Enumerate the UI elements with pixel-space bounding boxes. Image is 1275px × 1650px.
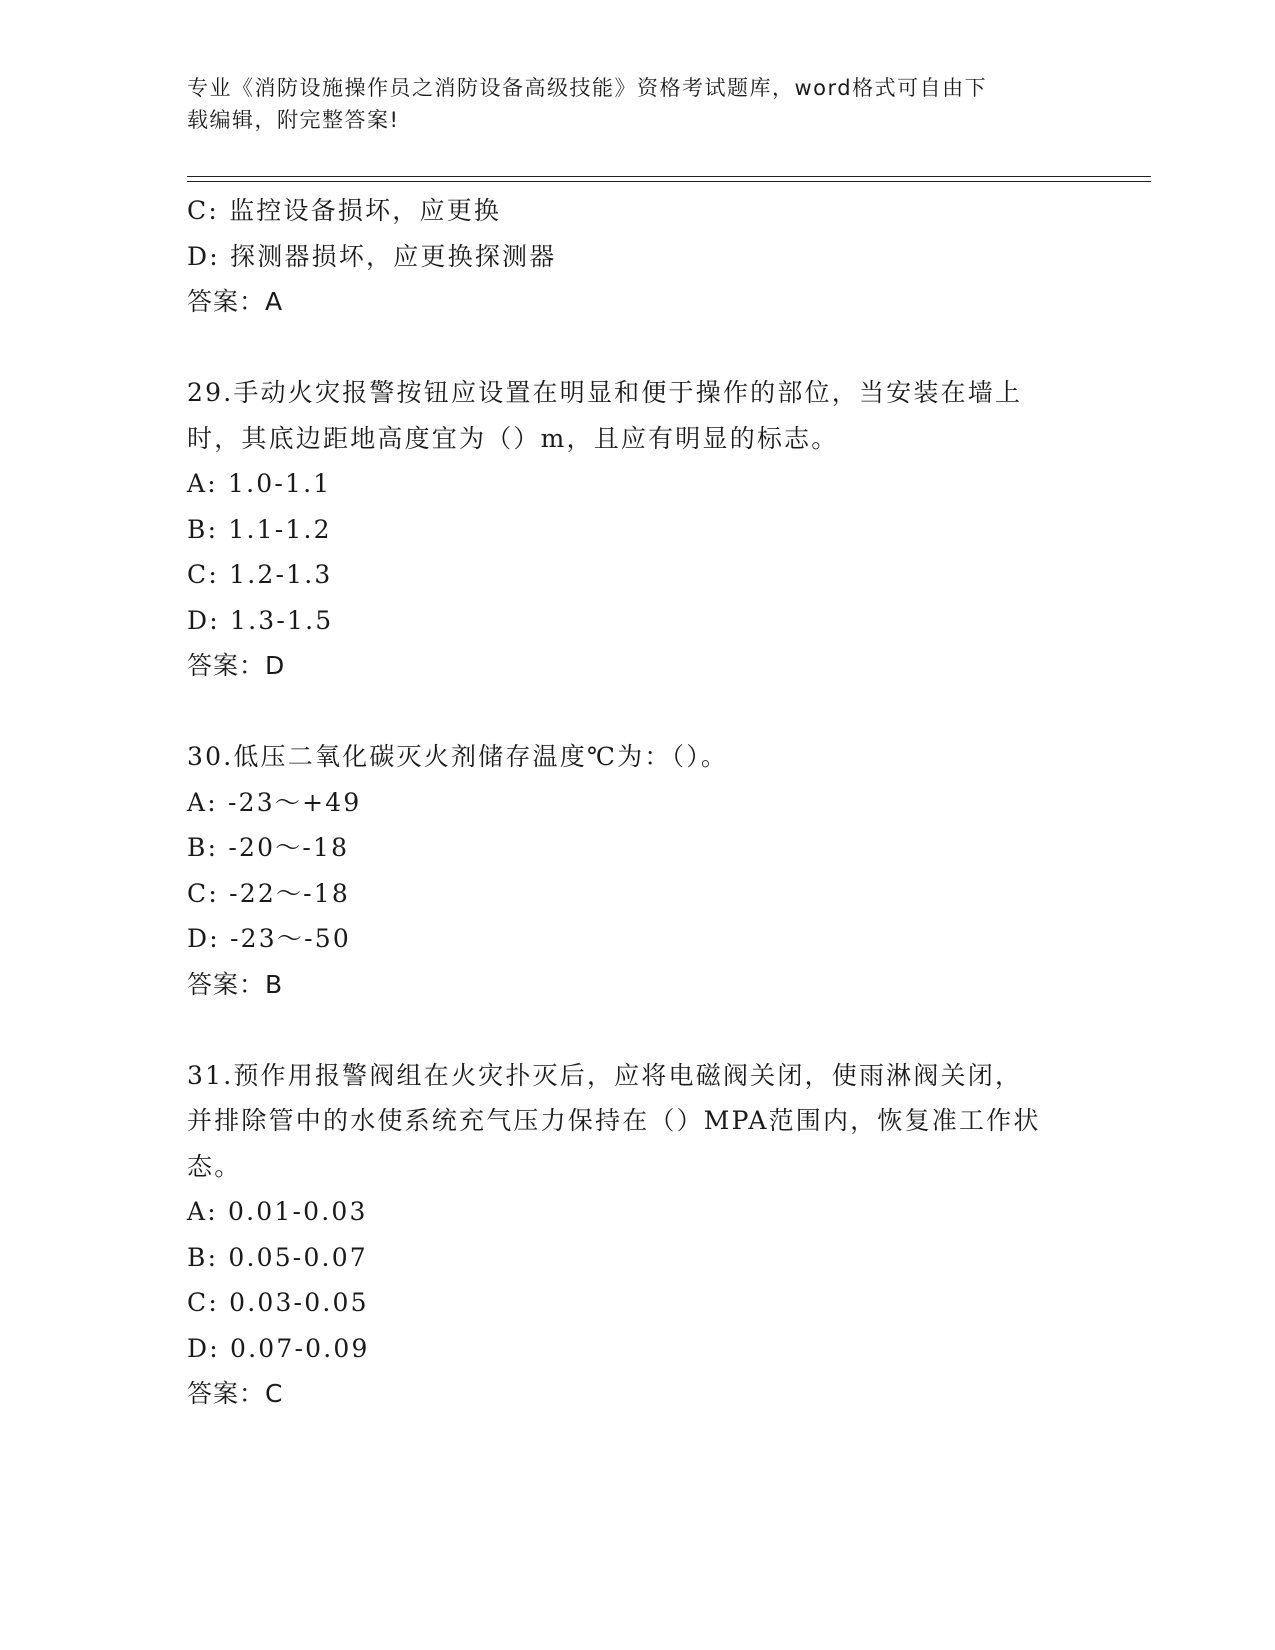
option-a: A: -23～+49	[187, 787, 362, 817]
answer-line: 答案：D	[187, 651, 286, 680]
option-c: C: 监控设备损坏，应更换	[187, 196, 502, 225]
question-stem-line: 31.预作用报警阀组在火灾扑灭后，应将电磁阀关闭，使雨淋阀关闭，	[187, 1060, 1023, 1090]
option-b: B: -20～-18	[187, 833, 350, 862]
question-stem-line: 30.低压二氧化碳灭火剂储存温度℃为：（）。	[187, 742, 729, 771]
answer-line: 答案：A	[187, 287, 284, 316]
question-29	[187, 370, 1087, 689]
option-a: A: 1.0-1.1	[187, 469, 332, 498]
spacer	[187, 325, 1087, 371]
option-b: B: 1.1-1.2	[187, 514, 332, 544]
question-stem-line: 时，其底边距地高度宜为（）m，且应有明显的标志。	[187, 423, 839, 453]
option-c: C: 0.03-0.05	[187, 1288, 369, 1317]
option-d: D: 探测器损坏，应更换探测器	[187, 241, 557, 271]
option-a: A: 0.01-0.03	[187, 1197, 368, 1226]
option-d: D: 0.07-0.09	[187, 1333, 370, 1363]
header-line-2: 载编辑，附完整答案!	[187, 108, 400, 132]
option-c: C: 1.2-1.3	[187, 560, 333, 589]
option-d: D: -23～-50	[187, 924, 351, 953]
answer-line: 答案：C	[187, 1379, 284, 1408]
question-stem-line: 29.手动火灾报警按钮应设置在明显和便于操作的部位，当安装在墙上	[187, 378, 1023, 407]
previous-question-tail	[187, 188, 1087, 325]
question-31	[187, 1053, 1087, 1417]
question-stem-line: 并排除管中的水使系统充气压力保持在（）MPA范围内，恢复准工作状	[187, 1106, 1041, 1135]
option-c: C: -22～-18	[187, 878, 351, 908]
option-d: D: 1.3-1.5	[187, 605, 334, 635]
answer-line: 答案：B	[187, 969, 284, 999]
header-divider-bottom	[187, 181, 1151, 182]
question-30	[187, 734, 1087, 1007]
option-b: B: 0.05-0.07	[187, 1242, 368, 1272]
header-line-1: 专业《消防设施操作员之消防设备高级技能》资格考试题库，word格式可自由下	[187, 76, 988, 100]
document-body	[187, 188, 1087, 1417]
spacer	[187, 689, 1087, 735]
document-header	[187, 72, 1087, 136]
question-stem-line: 态。	[187, 1151, 242, 1181]
spacer	[187, 1007, 1087, 1053]
header-divider-top	[187, 176, 1151, 177]
